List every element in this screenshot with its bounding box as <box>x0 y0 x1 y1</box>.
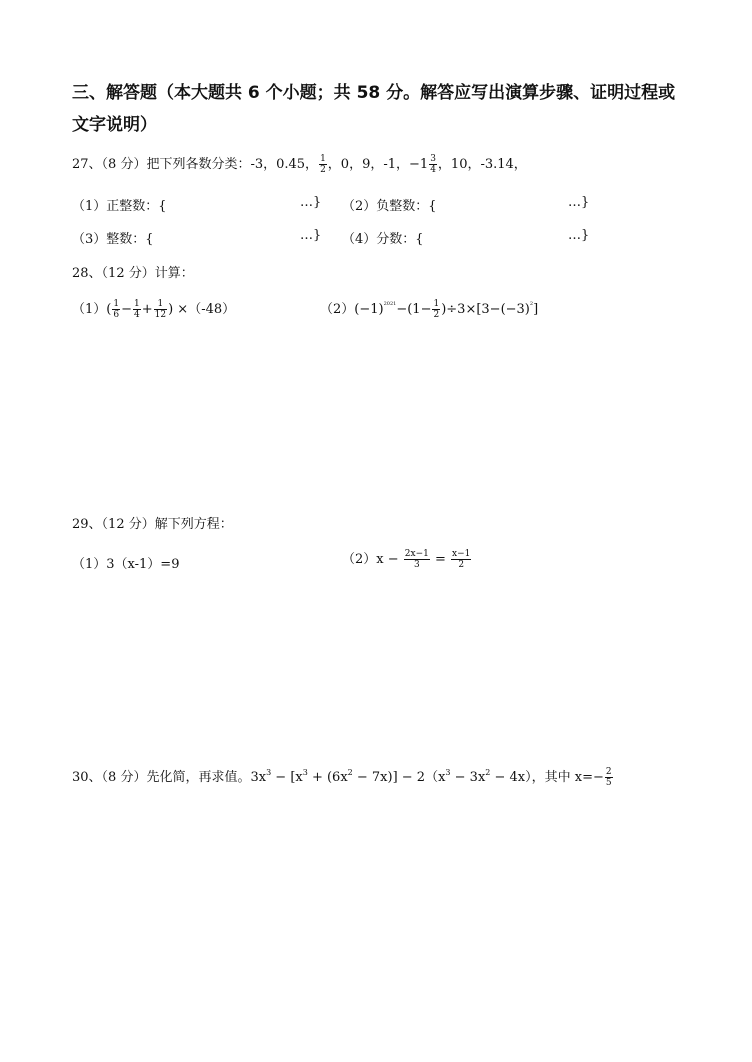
exponent-3: 3 <box>266 768 272 777</box>
q27-part2-label: （2）负整数：{ <box>342 199 437 214</box>
equals-sign: = <box>430 552 451 567</box>
q28-part1-tail: ×（-48） <box>173 302 236 317</box>
expr-3x2: − 3x <box>450 770 486 785</box>
section-title-line1: 三、解答题（本大题共 6 个小题；共 58 分。解答应写出演算步骤、证明过程或 <box>72 83 676 103</box>
exponent-2: 2 <box>485 768 491 777</box>
expr-bracket-x: − [x <box>271 770 303 785</box>
numerator: 3 <box>430 154 436 164</box>
fraction-x-minus-1-over-2 <box>451 549 471 570</box>
exponent-2021: 2021 <box>383 301 397 307</box>
expr-c: )÷3×[3−(−3) <box>441 302 530 317</box>
expr-a: (−1) <box>354 302 384 317</box>
exponent-2: 2 <box>347 768 353 777</box>
q28-head: 28、（12 分）计算： <box>72 266 194 281</box>
q28-part1 <box>72 298 235 320</box>
numerator: 2x−1 <box>404 549 429 559</box>
exponent-2: 2 <box>529 301 534 307</box>
q27-line <box>72 153 527 175</box>
denominator: 4 <box>430 165 436 175</box>
numerator: 1 <box>154 299 167 310</box>
numerator: 1 <box>433 299 440 309</box>
fraction-two-fifths <box>605 767 613 788</box>
denominator: 5 <box>605 778 612 788</box>
q27-part3-close: …} <box>300 228 322 243</box>
q28-part1-label: （1） <box>72 302 107 317</box>
denominator: 3 <box>413 560 420 570</box>
q29-head: 29、（12 分）解下列方程： <box>72 517 233 532</box>
q27-nums-c: ，10，-3.14， <box>437 157 527 172</box>
q27-part1-label: （1）正整数：{ <box>72 199 167 214</box>
expr-b: −(1− <box>396 302 432 317</box>
denominator: 2 <box>320 165 326 175</box>
section-title-line2: 文字说明） <box>72 115 157 135</box>
q28-part2 <box>320 298 538 320</box>
q29-part2-label: （2） <box>342 552 377 567</box>
exponent-3: 3 <box>445 768 451 777</box>
q27-head: 27、（8 分）把下列各数分类： <box>72 157 251 172</box>
fraction-half <box>319 154 327 175</box>
fraction-one-half <box>432 299 440 320</box>
denominator: 2 <box>458 560 465 570</box>
paren-close: ) <box>168 302 174 317</box>
denominator: 6 <box>113 310 120 320</box>
numerator: 2 <box>605 767 612 777</box>
denominator: 12 <box>154 310 167 320</box>
numerator: 1 <box>134 299 140 309</box>
expr-6x: + (6x <box>307 770 348 785</box>
q29-part2 <box>342 548 472 570</box>
numerator: 1 <box>113 299 120 309</box>
paren-open: ( <box>106 302 112 317</box>
q28-part2-label: （2） <box>320 302 355 317</box>
expr-3x: 3x <box>250 770 267 785</box>
q29-part1: （1）3（x-1）=9 <box>72 557 180 572</box>
expr-x: x − <box>376 552 403 567</box>
q27-nums-a: -3，0.45， <box>250 157 319 172</box>
q27-nums-b: ，0，9，-1， <box>327 157 410 172</box>
numerator: 1 <box>320 154 326 164</box>
q27-part3-label: （3）整数：{ <box>72 232 154 247</box>
fraction-three-quarters <box>429 154 437 175</box>
fraction-2x-minus-1-over-3 <box>404 549 430 570</box>
fraction-one-sixth <box>112 299 120 320</box>
expr-4x-where: − 4x），其中 x=− <box>490 770 604 785</box>
q27-part2-close: …} <box>568 195 590 210</box>
q27-part4-label: （4）分数：{ <box>342 232 424 247</box>
q27-part4-close: …} <box>568 228 590 243</box>
fraction-one-quarter <box>133 299 141 320</box>
numerator: x−1 <box>452 549 471 559</box>
exponent-3: 3 <box>302 768 308 777</box>
denominator: 2 <box>433 310 440 320</box>
q30-head: 30、（8 分）先化简，再求值。 <box>72 770 251 785</box>
fraction-one-twelfth <box>154 299 167 320</box>
denominator: 4 <box>134 310 140 320</box>
q30-line <box>72 766 614 788</box>
plus-sign: + <box>141 302 153 317</box>
minus-sign: − <box>121 302 132 317</box>
expr-7x: − 7x)] − 2（x <box>352 770 446 785</box>
expr-d: ] <box>533 302 539 317</box>
q27-part1-close: …} <box>300 195 322 210</box>
mixed-sign: −1 <box>409 157 429 172</box>
